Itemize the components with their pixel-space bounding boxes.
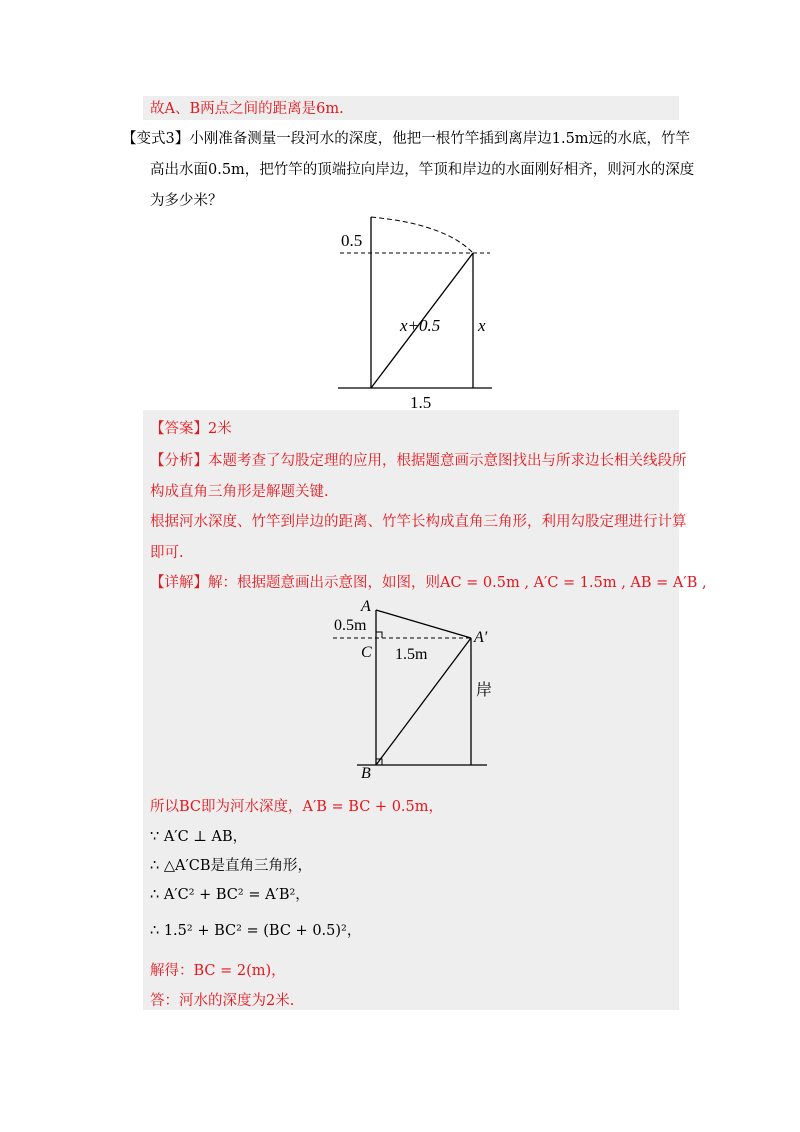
figure-2 (325, 595, 495, 780)
problem-line-3: 为多少米？ (150, 193, 223, 209)
problem-line-1 (122, 129, 690, 149)
analysis-line-1 (150, 451, 687, 471)
prev-conclusion: 故A、B两点之间的距离是6m. (150, 101, 344, 117)
analysis-line-2: 构成直角三角形是解题关键. (150, 484, 329, 500)
fig2-label-Aprime: A′ (474, 629, 488, 646)
step-5: ∴ 1.5² + BC² = (BC + 0.5)²， (150, 923, 362, 939)
fig2-label-A: A (361, 598, 371, 615)
fig1-label-bottom: 1.5 (410, 393, 432, 410)
fig2-label-15: 1.5m (395, 646, 428, 663)
analysis-line-3: 根据河水深度、竹竿到岸边的距离、竹竿长构成直角三角形，利用勾股定理进行计算 (150, 514, 687, 530)
answer-tag: 【答案】 (150, 421, 208, 437)
fig1-label-side: x (478, 316, 486, 335)
final-answer: 答：河水的深度为2米. (150, 993, 295, 1009)
step-2: ∵ A′C ⊥ AB， (150, 829, 248, 845)
answer-line (150, 419, 232, 439)
analysis-text-1: 本题考查了勾股定理的应用，根据题意画示意图找出与所求边长相关线段所 (208, 453, 687, 469)
fig2-label-shore: 岸 (476, 682, 493, 699)
analysis-line-4: 即可. (150, 545, 184, 561)
step-1: 所以BC即为河水深度，A′B = BC + 0.5m， (150, 799, 444, 815)
top-slant-AA (376, 610, 471, 638)
step-3: ∴ △A′CB是直角三角形， (150, 858, 312, 874)
problem-tag: 【变式3】 (122, 131, 190, 147)
arc-dashed (371, 217, 473, 253)
fig1-label-top: 0.5 (341, 231, 363, 250)
right-angle-mark-C (376, 632, 382, 638)
detail-line-1 (150, 573, 707, 593)
detail-tag: 【详解】 (150, 575, 208, 591)
fig2-label-C: C (361, 644, 372, 661)
detail-text-1: 解：根据题意画出示意图，如图，则AC = 0.5m , A′C = 1.5m , AB = A′B , (208, 575, 707, 591)
analysis-tag: 【分析】 (150, 453, 208, 469)
step-4: ∴ A′C² + BC² = A′B²， (150, 887, 310, 903)
problem-line-2: 高出水面0.5m，把竹竿的顶端拉向岸边，竿顶和岸边的水面刚好相齐，则河水的深度 (150, 162, 695, 178)
fig2-label-05: 0.5m (334, 617, 367, 634)
figure-1 (330, 210, 500, 410)
problem-text-1: 小刚准备测量一段河水的深度，他把一根竹竿插到离岸边1.5m远的水底，竹竿 (189, 131, 691, 147)
answer-text: 2米 (208, 421, 232, 437)
fig1-label-hyp: x+0.5 (400, 316, 441, 335)
solve-line: 解得：BC = 2(m)， (150, 963, 286, 979)
fig2-label-B: B (361, 765, 371, 780)
